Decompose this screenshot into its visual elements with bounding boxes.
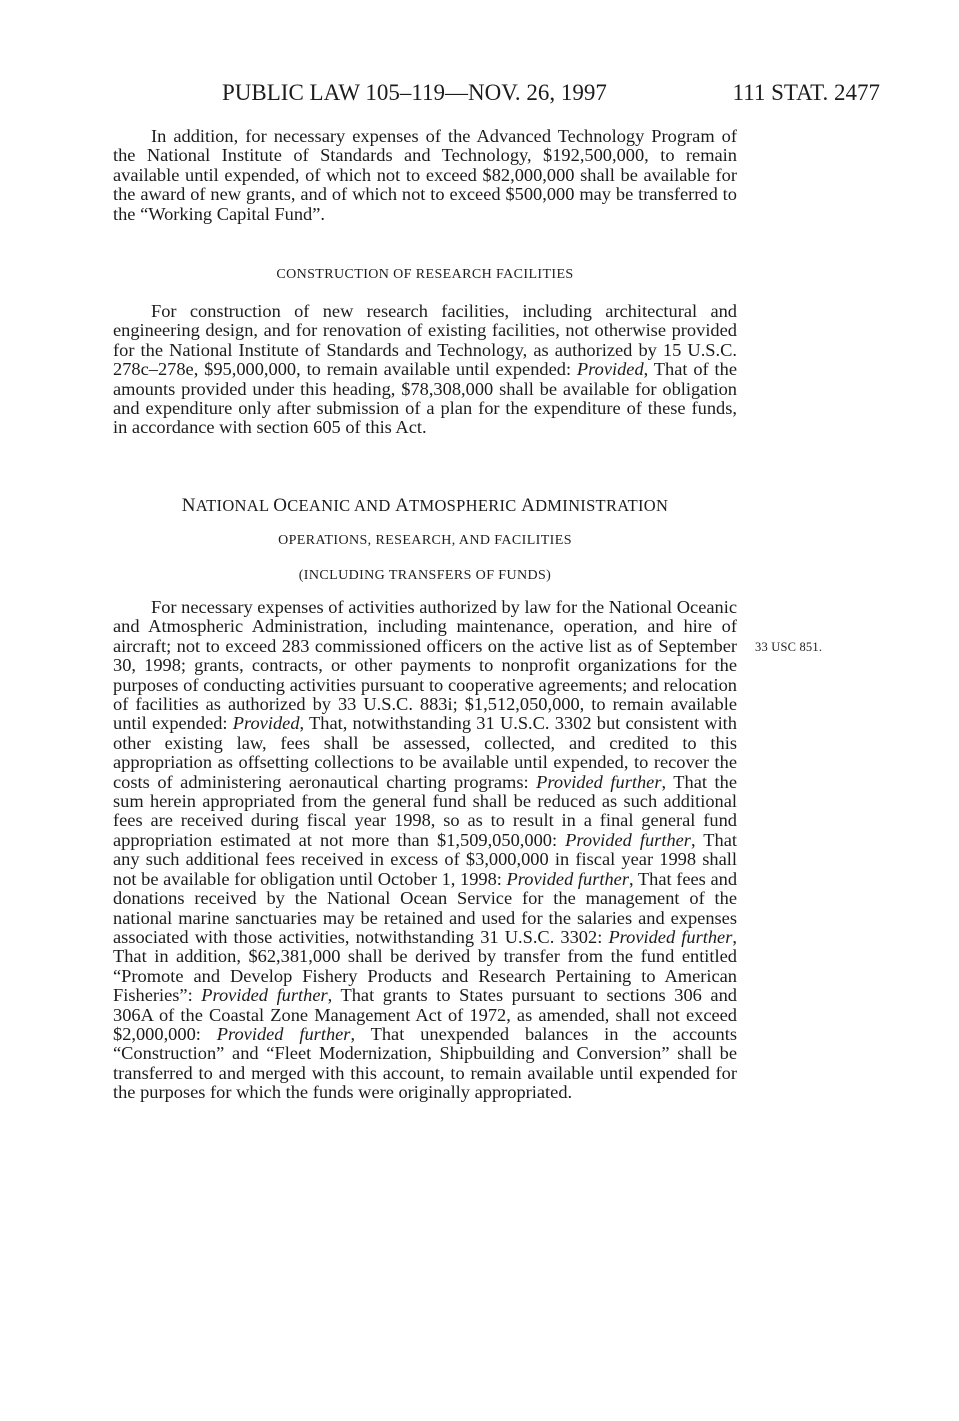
- proviso-italic: Provided further: [536, 771, 662, 792]
- text-run: For necessary expenses of activities authorized by law for the National Oceanic and Atmospheric Administration, including maintenance, operation, and hire of aircraft; not to exceed 283 commissioned officers on the active list as of September 30, 1998; grants, contracts, or other payments to nonprofit organizations for the purposes of conducting activities pursuant to cooperative agreements; and relocation of facilities as authorized by 33 U.S.C. 883i; $1,512,050,000, to remain available until expended:: [113, 597, 737, 734]
- noaa-operations-paragraph: [113, 598, 737, 1103]
- agency-heading: [113, 497, 737, 515]
- proviso-italic: Provided: [576, 359, 644, 380]
- operations-heading: OPERATIONS, RESEARCH, AND FACILITIES: [278, 533, 572, 548]
- agency-heading-cap: O: [273, 495, 288, 516]
- text-run: , That unexpended balances in the accounts “Construction” and “Fleet Modernization, Shipbuilding and Conversion” shall be transferred to and merged with this account, to remain available until expended for the purposes for which the funds were originally appropriated.: [113, 1023, 738, 1103]
- construction-heading: CONSTRUCTION OF RESEARCH FACILITIES: [276, 267, 574, 282]
- statute-page-number: 111 STAT. 2477: [732, 80, 880, 105]
- transfers-subheading: (INCLUDING TRANSFERS OF FUNDS): [298, 568, 552, 583]
- proviso-italic: Provided further: [201, 985, 328, 1006]
- agency-heading-cap: A: [521, 495, 536, 516]
- text-run: , That in addition, $62,381,000 shall be derived by transfer from the fund entitled “Promote and Develop Fishery Products and Research Pertaining to American Fisheries”:: [113, 926, 737, 1006]
- atp-appropriation-paragraph: [113, 127, 737, 224]
- paragraph-text: [113, 598, 737, 1103]
- proviso-italic: Provided: [232, 713, 300, 734]
- agency-heading-word: CEANIC AND: [287, 496, 391, 515]
- text-run: , That any such additional fees received in excess of $3,000,000 in fiscal year 1998 shall not be available for obligation until October 1, 1998:: [113, 829, 737, 889]
- proviso-italic: Provided further: [216, 1023, 351, 1044]
- proviso-italic: Provided further: [608, 926, 733, 947]
- text-run: , That fees and donations received by the National Ocean Service for the management of the national marine sanctuaries may be retained and used for the salaries and expenses associated with those activities, notwithstanding 31 U.S.C. 3302:: [113, 868, 738, 947]
- agency-heading-word: TMOSPHERIC: [409, 496, 517, 515]
- text-run: , That grants to States pursuant to sections 306 and 306A of the Coastal Zone Management Act of 1972, as amended, shall not exceed $2,000,000:: [113, 985, 737, 1044]
- text-run: For construction of new research facilities, including architectural and engineering design, and for renovation of existing facilities, not otherwise provided for the National Institute of Standards and Technology, as authorized by 15 U.S.C. 278c–278e, $95,000,000, to remain available until expended:: [113, 301, 737, 380]
- text-run: , That the sum herein appropriated from the general fund shall be reduced as such additional fees are received during fiscal year 1998, so as to result in a final general fund appropriation estimated at not more than $1,509,050,000:: [113, 771, 737, 850]
- proviso-italic: Provided further: [506, 868, 629, 889]
- proviso-italic: Provided further: [565, 829, 691, 850]
- public-law-citation: PUBLIC LAW 105–119—NOV. 26, 1997: [222, 80, 607, 105]
- text-run: , That, notwithstanding 31 U.S.C. 3302 but consistent with other existing law, fees shall be assessed, collected, and credited to this appropriation as offsetting collections to be available until expended, to recover the costs of administering aeronautical charting programs:: [113, 713, 737, 792]
- paragraph-text: [113, 302, 737, 438]
- agency-heading-cap: A: [395, 495, 410, 516]
- agency-heading-cap: N: [181, 495, 196, 516]
- agency-heading-word: DMINISTRATION: [535, 496, 669, 515]
- usc-margin-note: 33 USC 851.: [755, 640, 823, 654]
- construction-paragraph: [113, 302, 737, 438]
- text-run: , That of the amounts provided under this heading, $78,308,000 shall be available for obligation and expenditure only after submission of a plan for the expenditure of these funds, in accordance with section 605 of this Act.: [113, 359, 737, 438]
- running-header: [222, 78, 880, 108]
- agency-heading-word: ATIONAL: [195, 496, 269, 515]
- paragraph-text: In addition, for necessary expenses of the Advanced Technology Program of the National Institute of Standards and Technology, $192,500,000, to remain available until expended, of which not to exceed $82,000,000 shall be available for the award of new grants, and of which not to exceed $500,000 may be transferred to the “Working Capital Fund”.: [113, 126, 737, 224]
